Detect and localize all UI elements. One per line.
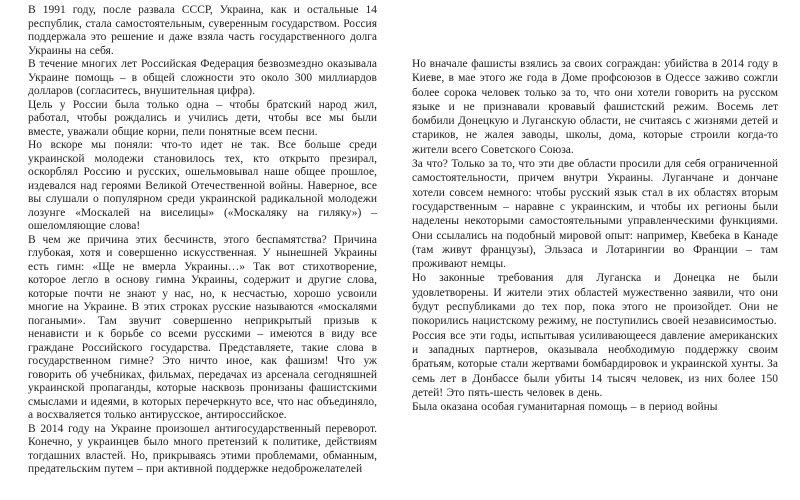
paragraph: В 1991 году, после развала СССР, Украина, как и остальные 14 республик, стала самостоятельным, суверенным государством. Россия поддержала это решение и даже взяла часть государственного долга Украины на себя. [28, 4, 377, 57]
left-column [28, 4, 377, 477]
paragraph-partial: Была оказана особая гуманитарная помощь – в период войны [412, 401, 718, 414]
paragraph: Но вначале фашисты взялись за своих сограждан: убийства в 2014 году в Киеве, в мае этого же года в Доме профсоюзов в Одессе заживо сожгли более сорока человек только за то, что они хотели говорить на русском языке и не признавали кровавый фашистский режим. Восемь лет бомбили Донецкую и Луганскую области, не считаясь с жизнями детей и стариков, не жалея заводы, школы, дома, которые строили когда-то жители всего Советского Союза. [412, 58, 778, 156]
paragraph: Цель у России была только одна – чтобы братский народ жил, работал, чтобы рождались и учились дети, чтобы все мы были вместе, уважали общие корни, пели понятные всем песни. [28, 98, 377, 138]
paragraph: За что? Только за то, что эти две области просили для себя ограниченной самостоятельности, причем внутри Украины. Луганчане и дончане хотели совсем немного: чтобы русский язык стал в их областях вторым государственным – наравне с украинским, и чтобы их регионы были наделены некоторыми самостоятельными управленческими функциями. Они ссылались на подобный мировой опыт: например, Квебека в Канаде (там живут французы), Эльзаса и Лотарингии во Франции – там проживают немцы. [412, 158, 778, 271]
paragraph: Россия все эти годы, испытывая усиливающееся давление американских и западных партнеров, оказывала необходимую поддержку своим братьям, которые стали жертвами бомбардировок и украинской хунты. За семь лет в Донбассе были убиты 14 тысяч человек, из них более 150 детей! Это пять-шесть человек в день. [412, 329, 778, 399]
right-column [412, 57, 778, 414]
paragraph: В 2014 году на Украине произошел антигосударственный переворот. Конечно, у украинцев было много претензий к политике, действиям тогдашних властей. Но, прикрываясь этими проблемами, обманным, предательским путем – при активной поддержке недоброжелателей [28, 422, 377, 475]
paragraph: Но законные требования для Луганска и Донецка не были удовлетворены. И жители этих областей мужественно заявили, что они будут республиками до тех пор, пока этого не произойдет. Они не покорились нацистскому режиму, не поступились своей независимостью. [412, 272, 778, 328]
paragraph: В течение многих лет Российская Федерация безвозмездно оказывала Украине помощь – в общей сложности это около 300 миллиардов долларов (согласитесь, внушительная цифра). [28, 58, 377, 97]
clipped-text-line [412, 400, 778, 414]
paragraph: Но вскоре мы поняли: что-то идет не так. Все больше среди украинской молодежи становилось тех, кто открыто презирал, оскорблял Россию и русских, ошельмовывал наше общее прошлое, издевался над героями Великой Отечественной войны. Наверное, все вы слушали о популярном среди украинской радикальной молодежи лозунге «Москалей на виселицы» («Москаляку на гиляку») – ошеломляющие слова! [28, 139, 377, 232]
paragraph: В чем же причина этих бесчинств, этого беспамятства? Причина глубокая, хотя и совершенно искусственная. У нынешней Украины есть гимн: «Ще не вмерла Украины…» Так вот стихотворение, которое легло в основу гимна Украины, содержит и другие слова, которые почти не знают у нас, но, к несчастью, хорошо усвоили многие на Украине. В этих строках русские называются «москалями погаными». Там звучит совершенно неприкрытый призыв к ненависти и к борьбе со всеми русскими – имеются в виду все граждане Российского государства. Представляете, такие слова в государственном гимне? Это ничто иное, как фашизм! Что уж говорить об учебниках, фильмах, передачах из арсенала сегодняшней украинской пропаганды, которые насквозь пронизаны фашистскими смыслами и идеями, в которых перечеркнуто все, что нас объединяло, а восхваляется только антирусское, антироссийское. [28, 233, 377, 421]
